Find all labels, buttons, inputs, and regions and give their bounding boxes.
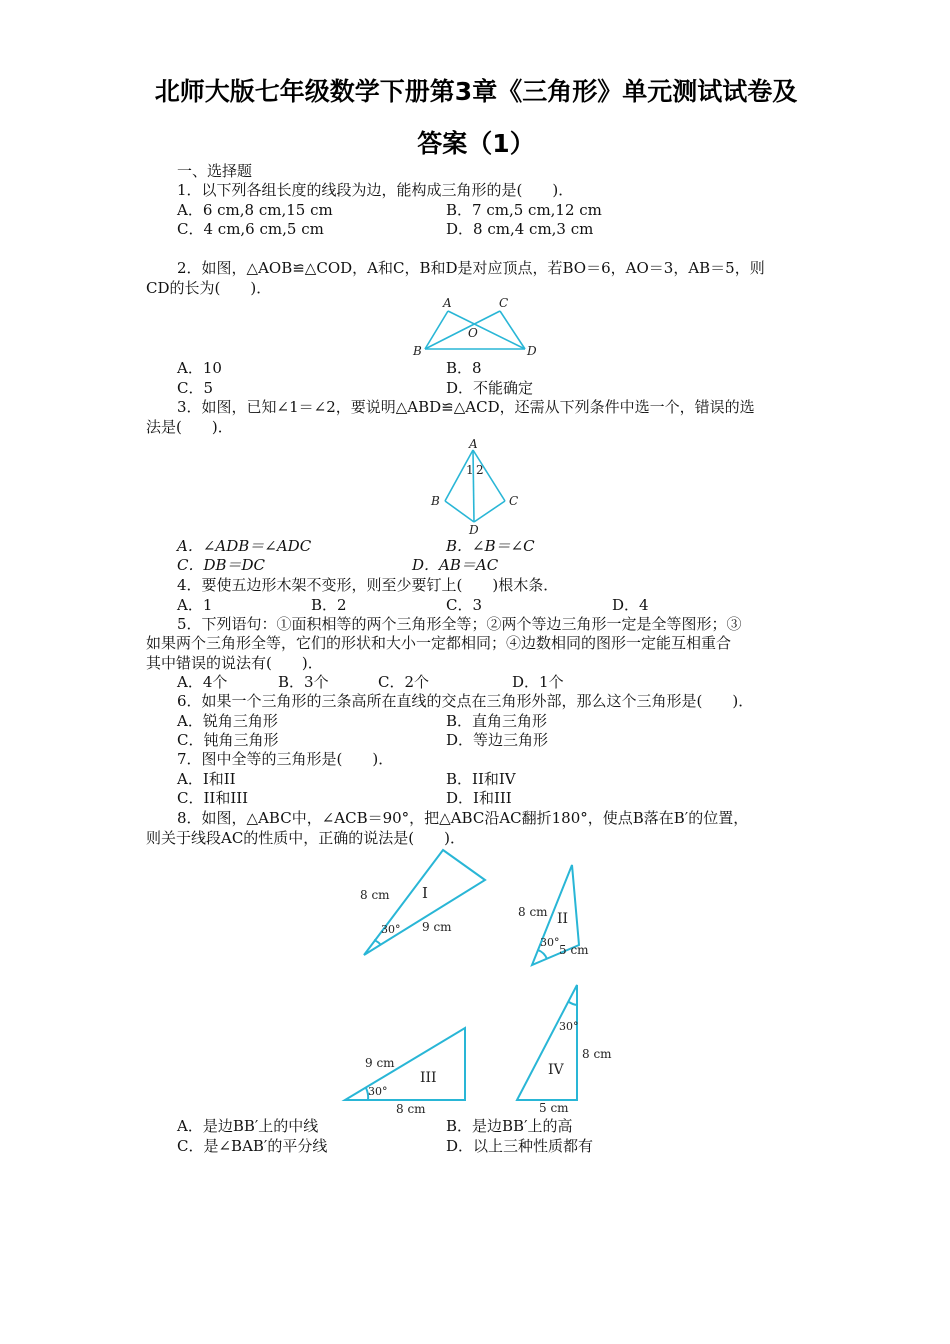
q3-option-b: B．∠B＝∠C xyxy=(446,537,535,555)
t4-angle: 30° xyxy=(559,1020,579,1033)
q7-stem: 7．图中全等的三角形是( )． xyxy=(177,750,394,768)
q6-option-c: C．钝角三角形 xyxy=(177,731,279,749)
q7-triangles-figure xyxy=(340,845,630,1120)
q5-option-c: C．2个 xyxy=(378,673,430,691)
q5-stem-line3: 其中错误的说法有( )． xyxy=(146,654,323,672)
t4-side-a: 8 cm xyxy=(582,1047,612,1061)
q7-option-a: A．I和II xyxy=(177,770,236,788)
q4-stem: 4．要使五边形木架不变形，则至少要钉上( )根木条． xyxy=(177,576,559,594)
q1-option-a: A．6 cm,8 cm,15 cm xyxy=(177,201,333,219)
t3-angle: 30° xyxy=(368,1085,388,1098)
t1-label: I xyxy=(422,884,428,902)
q5-option-d: D．1个 xyxy=(512,673,564,691)
q2-option-a: A．10 xyxy=(177,359,222,377)
q4-option-b: B．2 xyxy=(311,596,347,614)
q3-label-d: D xyxy=(469,523,479,537)
q8-stem-line1: 8．如图，△ABC中，∠ACB＝90°，把△ABC沿AC翻折180°，使点B落在B′的位置， xyxy=(177,809,749,827)
t1-side-a: 8 cm xyxy=(360,888,390,902)
q8-stem-line2: 则关于线段AC的性质中，正确的说法是( )． xyxy=(146,829,466,847)
q6-option-a: A．锐角三角形 xyxy=(177,712,278,730)
t2-side-b: 5 cm xyxy=(559,943,589,957)
q2-label-a: A xyxy=(443,296,452,310)
q3-label-b: B xyxy=(431,494,440,508)
q8-option-d: D．以上三种性质都有 xyxy=(446,1137,594,1155)
t2-angle: 30° xyxy=(540,936,560,949)
page-title-line1: 北师大版七年级数学下册第3章《三角形》单元测试试卷及 xyxy=(154,77,798,106)
q4-option-d: D．4 xyxy=(612,596,649,614)
q2-stem-line1: 2．如图，△AOB≌△COD，A和C，B和D是对应顶点，若BO＝6，AO＝3，AB＝5，则 xyxy=(177,259,765,277)
q1-stem: 1．以下列各组长度的线段为边，能构成三角形的是( )． xyxy=(177,181,574,199)
q1-option-d: D．8 cm,4 cm,3 cm xyxy=(446,220,594,238)
t3-side-b: 8 cm xyxy=(396,1102,426,1116)
q4-option-c: C．3 xyxy=(446,596,483,614)
t1-angle: 30° xyxy=(381,923,401,936)
q8-option-c: C．是∠BAB′的平分线 xyxy=(177,1137,328,1155)
q3-figure xyxy=(425,436,525,538)
q2-label-c: C xyxy=(499,296,509,310)
q3-stem-line2: 法是( )． xyxy=(146,418,233,436)
t4-label: IV xyxy=(548,1062,564,1078)
q8-option-a: A．是边BB′上的中线 xyxy=(177,1117,319,1135)
t3-side-a: 9 cm xyxy=(365,1056,395,1070)
q1-option-b: B．7 cm,5 cm,12 cm xyxy=(446,201,602,219)
q1-option-c: C．4 cm,6 cm,5 cm xyxy=(177,220,324,238)
q3-label-angle1: 1 xyxy=(466,463,474,477)
q3-option-d: D．AB＝AC xyxy=(412,556,499,574)
q3-stem-line1: 3．如图，已知∠1＝∠2，要说明△ABD≌△ACD，还需从下列条件中选一个，错误的选 xyxy=(177,398,755,416)
t1-side-b: 9 cm xyxy=(422,920,452,934)
q2-option-d: D．不能确定 xyxy=(446,379,534,397)
q2-stem-line2: CD的长为( )． xyxy=(146,279,272,297)
t4-side-b: 5 cm xyxy=(539,1101,569,1115)
q3-option-a: A．∠ADB＝∠ADC xyxy=(177,537,312,555)
q2-label-b: B xyxy=(413,344,422,358)
t2-label: II xyxy=(557,911,569,927)
q5-stem-line2: 如果两个三角形全等，它们的形状和大小一定都相同；④边数相同的图形一定能互相重合 xyxy=(146,634,732,652)
q5-stem-line1: 5．下列语句：①面积相等的两个三角形全等；②两个等边三角形一定是全等图形；③ xyxy=(177,615,742,633)
q8-option-b: B．是边BB′上的高 xyxy=(446,1117,573,1135)
q3-label-angle2: 2 xyxy=(476,463,484,477)
q3-label-c: C xyxy=(509,494,519,508)
q2-label-o: O xyxy=(468,326,478,340)
t2-side-a: 8 cm xyxy=(518,905,548,919)
t3-label: III xyxy=(420,1070,437,1086)
section-heading: 一、选择题 xyxy=(177,162,253,180)
q6-option-b: B．直角三角形 xyxy=(446,712,548,730)
q5-option-b: B．3个 xyxy=(278,673,329,691)
q6-stem: 6．如果一个三角形的三条高所在直线的交点在三角形外部，那么这个三角形是( )． xyxy=(177,692,754,710)
q3-option-c: C．DB＝DC xyxy=(177,556,266,574)
q6-option-d: D．等边三角形 xyxy=(446,731,549,749)
q7-option-c: C．II和III xyxy=(177,789,249,807)
q2-option-b: B．8 xyxy=(446,359,482,377)
q2-label-d: D xyxy=(527,344,537,358)
q7-option-d: D．I和III xyxy=(446,789,512,807)
page-title-line2: 答案（1） xyxy=(417,129,535,158)
q7-option-b: B．II和IV xyxy=(446,770,516,788)
q4-option-a: A．1 xyxy=(177,596,213,614)
q3-label-a: A xyxy=(469,437,478,451)
q2-figure xyxy=(405,295,555,360)
q2-option-c: C．5 xyxy=(177,379,214,397)
q5-option-a: A．4个 xyxy=(177,673,228,691)
